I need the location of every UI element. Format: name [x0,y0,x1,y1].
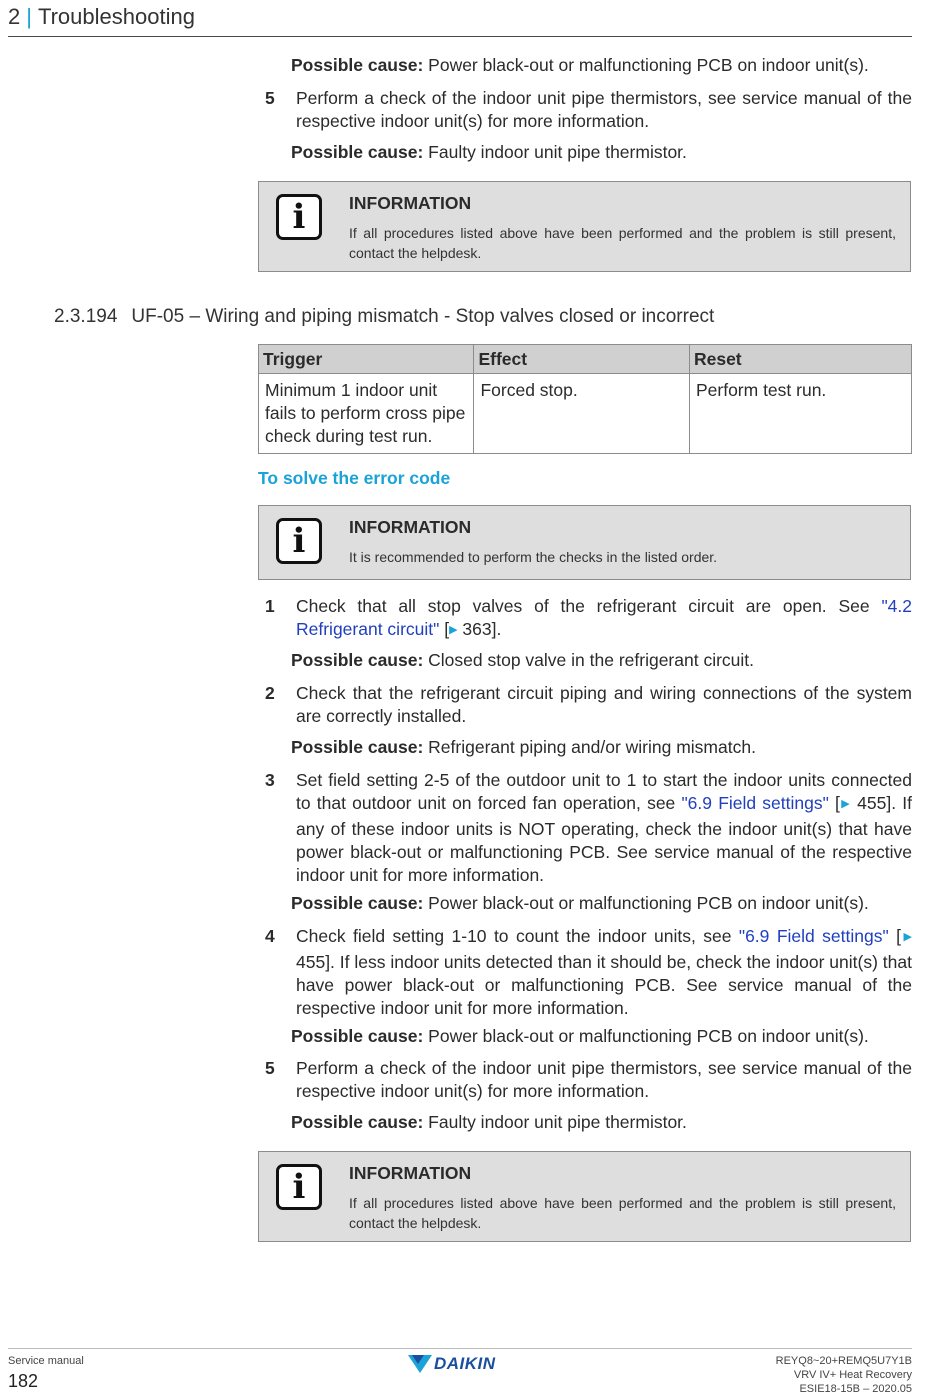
table-cell-trigger: Minimum 1 indoor unit fails to perform cross pipe check during test run. [259,374,474,454]
possible-cause: Possible cause: Faulty indoor unit pipe thermistor. [291,142,687,162]
table-header-row [259,345,912,374]
step-number: 5 [265,88,275,108]
info-icon: i [276,194,322,240]
step-number: 2 [265,683,275,703]
brand-name: DAIKIN [434,1354,496,1373]
info-title: INFORMATION [349,517,472,537]
step-text: Perform a check of the indoor unit pipe thermistors, see service manual of the respective indoor unit(s) for more information. [296,88,912,131]
daikin-logo [408,1354,496,1374]
page-ref-arrow-icon: ▶ [449,624,458,636]
possible-cause: Possible cause: Refrigerant piping and/or wiring mismatch. [291,737,756,757]
footer-doc-type: Service manual [8,1355,84,1367]
table-row [259,374,912,454]
information-box [258,181,911,272]
column-header-reset: Reset [689,345,911,374]
cross-reference-link[interactable]: "6.9 Field settings" [738,926,889,946]
page-ref-arrow-icon: ▶ [900,931,912,943]
chapter-number: 2 [8,4,21,29]
information-box [258,1151,911,1242]
possible-cause: Possible cause: Power black-out or malfunctioning PCB on indoor unit(s). [291,1026,869,1046]
table-cell-reset: Perform test run. [689,374,911,454]
possible-cause: Possible cause: Power black-out or malfunctioning PCB on indoor unit(s). [291,893,869,913]
step-text: Check that the refrigerant circuit piping and wiring connections of the system are correctly installed. [296,683,912,726]
section-number: 2.3.194 [54,306,118,327]
footer-product: VRV IV+ Heat Recovery [793,1369,912,1381]
footer-doc-code: ESIE18-15B – 2020.05 [799,1383,912,1395]
info-text: If all procedures listed above have been performed and the problem is still present, contact the helpdesk. [349,225,896,261]
step-text: Check that all stop valves of the refrigerant circuit are open. See "4.2 Refrigerant circuit" [▶ 363]. [296,596,912,639]
info-title: INFORMATION [349,193,472,213]
info-title: INFORMATION [349,1163,472,1183]
step-number: 5 [265,1058,275,1078]
section-title: UF-05 – Wiring and piping mismatch - Stop valves closed or incorrect [131,306,715,327]
cross-reference-link[interactable]: "6.9 Field settings" [681,793,829,813]
daikin-logo-icon [408,1355,432,1373]
info-text: If all procedures listed above have been performed and the problem is still present, contact the helpdesk. [349,1195,896,1231]
header-separator: | [26,4,32,29]
section-heading [54,306,714,328]
page-number: 182 [8,1371,39,1391]
info-icon: i [276,1164,322,1210]
step-text: Check field setting 1-10 to count the indoor units, see "6.9 Field settings" [▶ 455]. If less indoor units detected than it should be, check the indoor unit(s) that have power black-out or malfunctioning PCB. See service manual of the respective indoor unit for more information. [296,926,912,1018]
page-header [8,4,195,30]
step-number: 1 [265,596,275,616]
chapter-title: Troubleshooting [37,4,195,29]
step-text: Perform a check of the indoor unit pipe thermistors, see service manual of the respective indoor unit(s) for more information. [296,1058,912,1101]
column-header-trigger: Trigger [259,345,474,374]
footer-document-info [776,1354,912,1396]
footer-divider [8,1348,912,1349]
step-number: 4 [265,926,275,946]
step-text: Set field setting 2-5 of the outdoor unit to 1 to start the indoor units connected to that outdoor unit on forced fan operation, see "6.9 Field settings" [▶ 455]. If any of these indoor units is NOT operating, check the indoor unit(s) that have power black-out or malfunctioning PCB. See service manual of the respective indoor unit for more information. [296,770,912,885]
information-box [258,505,911,580]
table-cell-effect: Forced stop. [474,374,689,454]
page-ref-arrow-icon: ▶ [839,798,851,810]
cross-reference-link[interactable]: "4.2 Refrigerant circuit" [296,596,912,639]
info-icon: i [276,518,322,564]
possible-cause: Possible cause: Closed stop valve in the refrigerant circuit. [291,650,755,670]
solve-heading: To solve the error code [258,468,451,488]
footer-model: REYQ8~20+REMQ5U7Y1B [775,1355,912,1367]
possible-cause: Possible cause: Power black-out or malfunctioning PCB on indoor unit(s). [291,55,869,75]
step-number: 3 [265,770,275,790]
info-text: It is recommended to perform the checks in the listed order. [349,549,718,565]
possible-cause: Possible cause: Faulty indoor unit pipe thermistor. [291,1112,687,1132]
error-code-table [258,344,912,454]
column-header-effect: Effect [474,345,689,374]
header-divider [8,36,912,37]
